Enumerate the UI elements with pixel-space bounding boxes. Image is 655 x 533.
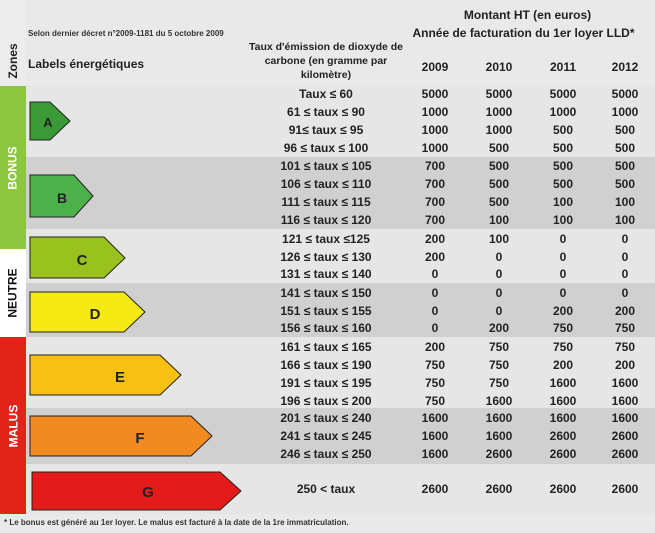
value-2010: 750 (488, 340, 510, 354)
value-2012: 2600 (611, 447, 639, 461)
value-2012: 500 (614, 141, 636, 155)
tax-rate-header: Taux d'émission de dioxyde de carbone (en gramme par kilomètre) (248, 41, 403, 81)
rate-cell: 156 ≤ taux ≤ 160 (280, 321, 372, 335)
decree-reference: Selon dernier décret n°2009-1181 du 5 octobre 2009 (28, 29, 224, 38)
value-2012: 2600 (611, 429, 639, 443)
value-2010: 500 (488, 195, 510, 209)
value-2009: 750 (424, 376, 446, 390)
label-b-arrow (30, 175, 93, 217)
value-2009: 0 (431, 321, 439, 335)
label-f-letter: F (135, 430, 145, 447)
label-c-letter: C (76, 252, 88, 269)
value-2012: 500 (614, 123, 636, 137)
label-e-arrow (30, 355, 181, 395)
rate-cell: 91≤ taux ≤ 95 (288, 123, 364, 137)
value-2010: 200 (488, 321, 510, 335)
year-header-2009: 2009 (421, 60, 449, 74)
value-2009: 700 (424, 213, 446, 227)
value-2010: 1600 (485, 429, 513, 443)
value-2011: 2600 (549, 429, 577, 443)
rate-cell: 141 ≤ taux ≤ 150 (280, 286, 372, 300)
value-2012: 200 (614, 304, 636, 318)
value-2011: 1600 (549, 376, 577, 390)
value-2012: 0 (621, 232, 629, 246)
value-2010: 500 (488, 159, 510, 173)
rate-cell: 151 ≤ taux ≤ 155 (280, 304, 372, 318)
label-d-arrow (30, 292, 145, 332)
value-2011: 200 (552, 358, 574, 372)
label-g-arrow (32, 472, 241, 510)
value-2012: 500 (614, 159, 636, 173)
value-2011: 500 (552, 123, 574, 137)
value-2009: 1600 (421, 411, 449, 425)
value-2009: 200 (424, 340, 446, 354)
value-2012: 1600 (611, 394, 639, 408)
year-header-2010: 2010 (485, 60, 513, 74)
value-2011: 1600 (549, 394, 577, 408)
label-a-letter: A (43, 115, 53, 130)
value-2010: 1000 (485, 105, 513, 119)
zones-title: Zones (6, 43, 20, 79)
value-2010: 2600 (485, 482, 513, 496)
value-2010: 0 (495, 304, 503, 318)
label-f-arrow (30, 416, 212, 456)
value-2011: 500 (552, 177, 574, 191)
value-2009: 200 (424, 250, 446, 264)
value-2012: 0 (621, 286, 629, 300)
rate-cell: 131 ≤ taux ≤ 140 (280, 267, 372, 281)
value-2009: 0 (431, 267, 439, 281)
value-2009: 750 (424, 358, 446, 372)
value-2011: 0 (559, 250, 567, 264)
value-2011: 2600 (549, 447, 577, 461)
value-2009: 200 (424, 232, 446, 246)
value-2011: 0 (559, 232, 567, 246)
value-2012: 1600 (611, 376, 639, 390)
value-2009: 750 (424, 394, 446, 408)
value-2012: 1600 (611, 411, 639, 425)
value-2012: 100 (614, 213, 636, 227)
rate-cell: 61 ≤ taux ≤ 90 (287, 105, 365, 119)
footnote: * Le bonus est généré au 1er loyer. Le malus est facturé à la date de la 1re immatriculation. (4, 518, 349, 527)
value-2009: 2600 (421, 482, 449, 496)
rate-cell: 250 < taux (296, 482, 356, 496)
rate-cell: 96 ≤ taux ≤ 100 (283, 141, 369, 155)
value-2011: 750 (552, 321, 574, 335)
rate-cell: 101 ≤ taux ≤ 105 (280, 159, 372, 173)
value-2011: 100 (552, 213, 574, 227)
value-2010: 5000 (485, 87, 513, 101)
value-2010: 100 (488, 213, 510, 227)
value-2010: 0 (495, 250, 503, 264)
value-2012: 0 (621, 267, 629, 281)
rate-cell: 166 ≤ taux ≤ 190 (280, 358, 372, 372)
value-2010: 2600 (485, 447, 513, 461)
zone-neutre-label: NEUTRE (6, 268, 20, 318)
year-header-2011: 2011 (549, 60, 577, 74)
value-2010: 100 (488, 232, 510, 246)
value-2011: 5000 (549, 87, 577, 101)
value-2012: 100 (614, 195, 636, 209)
value-2010: 1600 (485, 411, 513, 425)
value-2011: 500 (552, 141, 574, 155)
label-b-letter: B (56, 190, 68, 206)
value-2012: 750 (614, 321, 636, 335)
value-2011: 200 (552, 304, 574, 318)
value-2012: 1000 (611, 105, 639, 119)
value-2011: 2600 (549, 482, 577, 496)
value-2009: 700 (424, 177, 446, 191)
value-2011: 100 (552, 195, 574, 209)
label-g-letter: G (142, 484, 154, 501)
label-a-arrow (30, 102, 70, 140)
amount-header: Montant HT (en euros) (463, 8, 592, 22)
year-header-2012: 2012 (611, 60, 639, 74)
rate-cell: 241 ≤ taux ≤ 245 (280, 429, 372, 443)
value-2010: 750 (488, 376, 510, 390)
billing-year-header: Année de facturation du 1er loyer LLD* (412, 26, 635, 40)
value-2010: 0 (495, 286, 503, 300)
label-e-letter: E (114, 369, 126, 386)
value-2009: 1000 (421, 123, 449, 137)
rate-cell: 121 ≤ taux ≤125 (282, 232, 370, 246)
value-2009: 700 (424, 159, 446, 173)
rate-cell: 116 ≤ taux ≤ 120 (280, 213, 372, 227)
value-2010: 500 (488, 177, 510, 191)
value-2012: 2600 (611, 482, 639, 496)
rate-cell: 161 ≤ taux ≤ 165 (280, 340, 372, 354)
label-c-arrow (30, 237, 125, 278)
value-2011: 500 (552, 159, 574, 173)
rate-cell: 126 ≤ taux ≤ 130 (280, 250, 372, 264)
value-2012: 0 (621, 250, 629, 264)
labels-title: Labels énergétiques (28, 57, 145, 71)
rate-cell: 191 ≤ taux ≤ 195 (280, 376, 372, 390)
value-2010: 500 (488, 141, 510, 155)
rate-cell: 246 ≤ taux ≤ 250 (280, 447, 372, 461)
value-2010: 0 (495, 267, 503, 281)
value-2009: 5000 (421, 87, 449, 101)
label-d-letter: D (89, 306, 101, 323)
value-2012: 500 (614, 177, 636, 191)
value-2009: 1600 (421, 429, 449, 443)
rate-cell: 106 ≤ taux ≤ 110 (280, 177, 372, 191)
value-2009: 1000 (421, 141, 449, 155)
zone-bonus-label: BONUS (6, 145, 20, 190)
value-2009: 0 (431, 286, 439, 300)
value-2009: 1600 (421, 447, 449, 461)
value-2009: 700 (424, 195, 446, 209)
rate-cell: Taux ≤ 60 (299, 87, 353, 101)
value-2011: 0 (559, 267, 567, 281)
value-2010: 1000 (485, 123, 513, 137)
value-2011: 1000 (549, 105, 577, 119)
rate-cell: 196 ≤ taux ≤ 200 (280, 394, 372, 408)
value-2011: 1600 (549, 411, 577, 425)
value-2012: 5000 (611, 87, 639, 101)
rate-cell: 111 ≤ taux ≤ 115 (281, 195, 371, 209)
value-2011: 750 (552, 340, 574, 354)
rate-cell: 201 ≤ taux ≤ 240 (280, 411, 372, 425)
value-2012: 750 (614, 340, 636, 354)
value-2009: 0 (431, 304, 439, 318)
value-2010: 750 (488, 358, 510, 372)
value-2011: 0 (559, 286, 567, 300)
value-2010: 1600 (485, 394, 513, 408)
zone-malus-label: MALUS (6, 404, 21, 447)
value-2009: 1000 (421, 105, 449, 119)
value-2012: 200 (614, 358, 636, 372)
